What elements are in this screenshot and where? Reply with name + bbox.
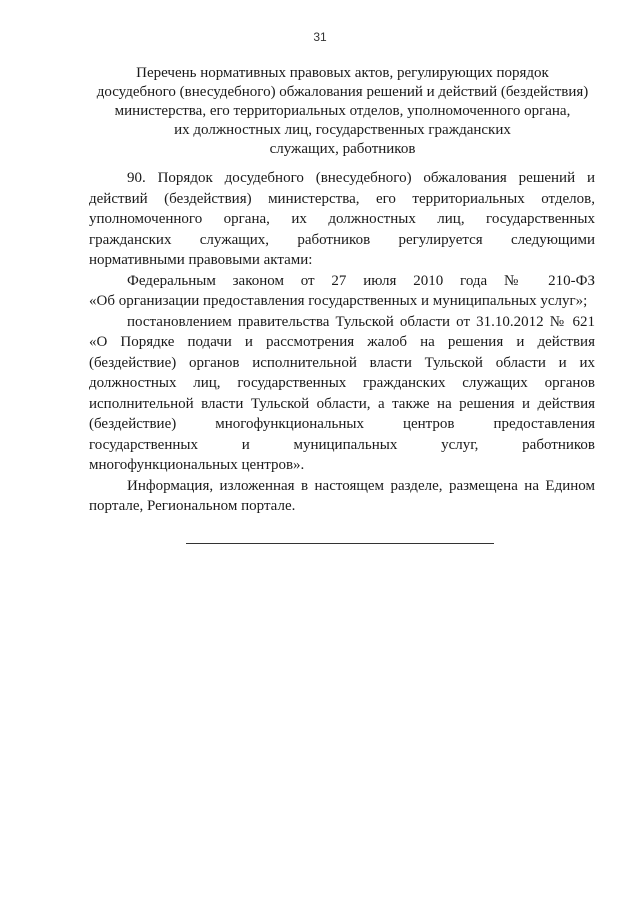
page-number: 31	[313, 30, 327, 44]
end-separator-line	[186, 543, 494, 544]
heading-line: Перечень нормативных правовых актов, регулирующих порядок	[136, 65, 549, 81]
paragraph-line: постановлением правительства Тульской области от 31.10.2012 № 621	[127, 313, 595, 330]
paragraph-line: Федеральным законом от 27 июля 2010 года № 210-ФЗ	[127, 272, 595, 289]
paragraph-line: (бездействие) многофункциональных центров предоставления	[89, 416, 595, 432]
resolution-paragraph	[89, 312, 595, 476]
heading-line: министерства, его территориальных отделов, уполномоченного органа,	[114, 103, 571, 119]
section-heading	[90, 64, 595, 159]
paragraph-90	[89, 168, 595, 271]
heading-line: досудебного (внесудебного) обжалования решений и действий (бездействия)	[96, 84, 589, 100]
paragraph-line: гражданских служащих, работников регулируется следующими	[89, 231, 595, 248]
heading-line: служащих, работников	[269, 141, 416, 157]
paragraph-line: «О Порядке подачи и рассмотрения жалоб на решения и действия	[89, 334, 595, 350]
paragraph-line: нормативными правовыми актами:	[89, 252, 313, 268]
paragraph-line: действий (бездействия) министерства, его территориальных отделов,	[89, 190, 595, 207]
document-body	[89, 168, 595, 517]
federal-law-paragraph	[89, 271, 595, 312]
paragraph-line: многофункциональных центров».	[89, 457, 305, 473]
paragraph-line: (бездействие) органов исполнительной власти Тульской области и их	[89, 354, 595, 371]
paragraph-line: «Об организации предоставления государственных и муниципальных услуг»;	[89, 293, 588, 309]
paragraph-line: Информация, изложенная в настоящем разделе, размещена на Едином	[127, 477, 595, 494]
info-paragraph	[89, 476, 595, 517]
paragraph-line: исполнительной власти Тульской области, а также на решения и действия	[89, 395, 595, 412]
paragraph-line: портале, Региональном портале.	[89, 498, 296, 514]
paragraph-line: государственных и муниципальных услуг, работников	[89, 436, 595, 453]
heading-line: их должностных лиц, государственных гражданских	[174, 122, 511, 138]
paragraph-line: 90. Порядок досудебного (внесудебного) обжалования решений и	[127, 170, 595, 186]
paragraph-line: уполномоченного органа, их должностных лиц, государственных	[89, 211, 595, 227]
paragraph-line: должностных лиц, государственных гражданских служащих органов	[89, 375, 595, 391]
